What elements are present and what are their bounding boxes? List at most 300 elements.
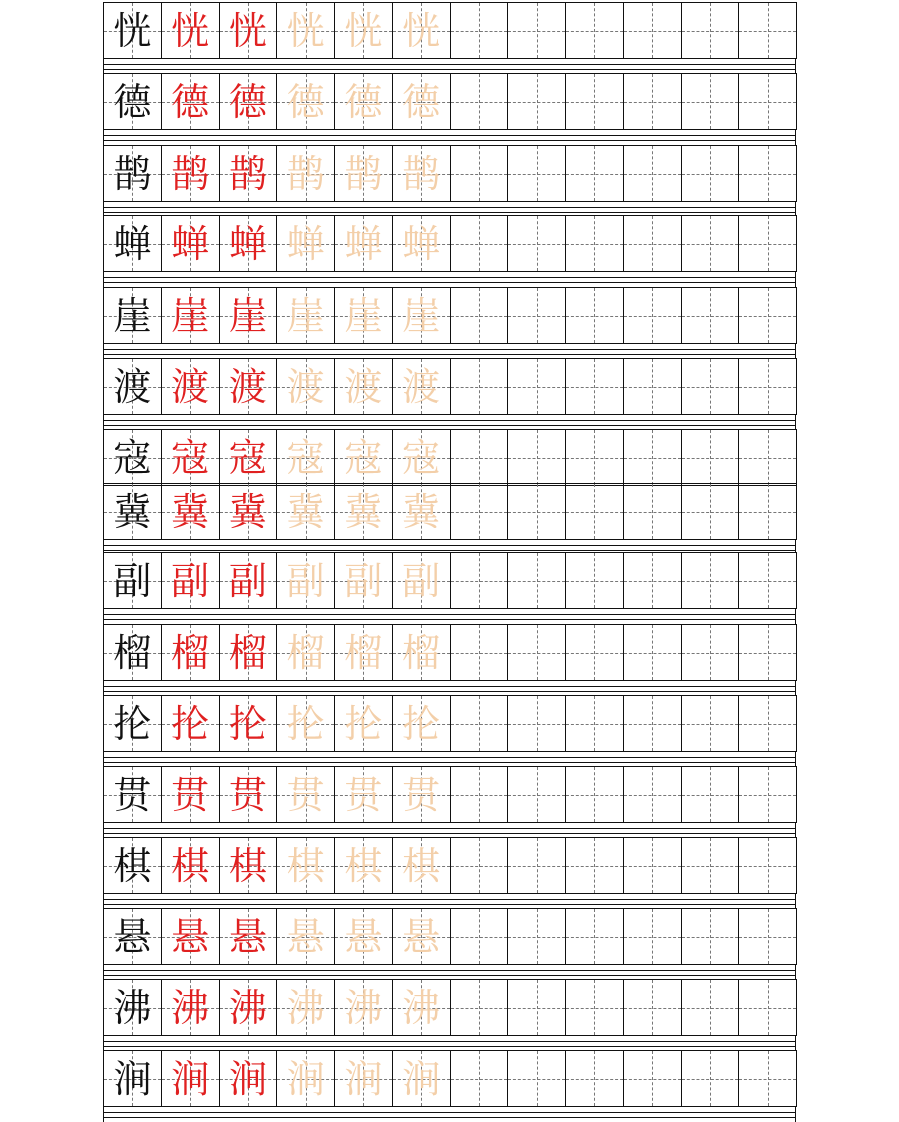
empty-cell	[738, 1050, 797, 1107]
guide-vertical	[594, 838, 595, 893]
red-char: 渡	[171, 364, 210, 409]
guide-vertical	[652, 838, 653, 893]
trace-char: 抡	[286, 701, 325, 746]
guide-vertical	[479, 146, 480, 201]
empty-cell	[507, 695, 566, 752]
char-cell	[219, 552, 278, 609]
char-cell	[334, 979, 393, 1036]
empty-cell	[681, 145, 740, 202]
empty-cell	[681, 483, 740, 540]
row-separator	[103, 202, 796, 215]
char-cell	[219, 287, 278, 344]
guide-vertical	[594, 74, 595, 129]
red-char: 蝉	[228, 221, 267, 266]
guide-vertical	[479, 553, 480, 608]
empty-cell	[623, 908, 682, 965]
row-separator	[103, 965, 796, 979]
guide-vertical	[652, 484, 653, 539]
guide-vertical	[537, 288, 538, 343]
row-separator	[103, 1107, 796, 1122]
char-cell	[334, 358, 393, 415]
empty-cell	[565, 358, 624, 415]
char-cell	[334, 766, 393, 823]
char-cell	[392, 215, 451, 272]
char-cell	[392, 979, 451, 1036]
char-cell	[103, 429, 162, 486]
char-cell	[276, 979, 335, 1036]
guide-vertical	[768, 484, 769, 539]
char-cell	[334, 215, 393, 272]
empty-cell	[623, 287, 682, 344]
trace-char: 冀	[402, 489, 441, 534]
empty-cell	[623, 766, 682, 823]
char-cell	[334, 695, 393, 752]
practice-row	[103, 837, 796, 894]
red-char: 寇	[171, 435, 210, 480]
char-cell	[334, 483, 393, 540]
empty-cell	[507, 483, 566, 540]
trace-char: 沸	[402, 985, 441, 1030]
guide-vertical	[652, 146, 653, 201]
char-cell	[161, 837, 220, 894]
trace-char: 德	[402, 79, 441, 124]
guide-vertical	[594, 484, 595, 539]
trace-char: 副	[344, 558, 383, 603]
trace-char: 涧	[286, 1056, 325, 1101]
trace-char: 贯	[286, 772, 325, 817]
trace-char: 沸	[344, 985, 383, 1030]
guide-vertical	[537, 625, 538, 680]
empty-cell	[738, 695, 797, 752]
practice-row	[103, 552, 796, 609]
row-separator	[103, 59, 796, 73]
trace-char: 冀	[286, 489, 325, 534]
empty-cell	[507, 979, 566, 1036]
guide-vertical	[479, 3, 480, 58]
char-cell	[392, 552, 451, 609]
trace-char: 崖	[344, 293, 383, 338]
char-cell	[161, 215, 220, 272]
red-char: 寇	[228, 435, 267, 480]
empty-cell	[738, 73, 797, 130]
trace-char: 涧	[344, 1056, 383, 1101]
empty-cell	[565, 73, 624, 130]
red-char: 抡	[228, 701, 267, 746]
guide-vertical	[537, 359, 538, 414]
char-cell	[392, 908, 451, 965]
guide-vertical	[652, 359, 653, 414]
model-char: 寇	[113, 435, 152, 480]
empty-cell	[738, 429, 797, 486]
char-cell	[276, 2, 335, 59]
guide-vertical	[594, 430, 595, 485]
char-cell	[103, 2, 162, 59]
trace-char: 寇	[402, 435, 441, 480]
model-char: 贯	[113, 772, 152, 817]
row-separator	[103, 752, 796, 766]
empty-cell	[738, 215, 797, 272]
guide-vertical	[537, 980, 538, 1035]
empty-cell	[681, 215, 740, 272]
trace-char: 鹊	[402, 151, 441, 196]
trace-char: 蝉	[402, 221, 441, 266]
empty-cell	[681, 429, 740, 486]
trace-char: 蝉	[286, 221, 325, 266]
guide-vertical	[652, 216, 653, 271]
char-cell	[103, 908, 162, 965]
guide-vertical	[479, 430, 480, 485]
empty-cell	[565, 287, 624, 344]
empty-cell	[450, 624, 509, 681]
char-cell	[103, 145, 162, 202]
empty-cell	[623, 695, 682, 752]
guide-vertical	[479, 484, 480, 539]
guide-vertical	[594, 625, 595, 680]
trace-char: 冀	[344, 489, 383, 534]
guide-vertical	[652, 74, 653, 129]
guide-vertical	[479, 980, 480, 1035]
guide-vertical	[710, 696, 711, 751]
guide-vertical	[768, 696, 769, 751]
row-separator	[103, 540, 796, 552]
empty-cell	[738, 624, 797, 681]
model-char: 沸	[113, 985, 152, 1030]
guide-vertical	[710, 74, 711, 129]
guide-vertical	[594, 767, 595, 822]
guide-vertical	[594, 3, 595, 58]
red-char: 冀	[171, 489, 210, 534]
char-cell	[276, 552, 335, 609]
guide-vertical	[710, 146, 711, 201]
trace-char: 榴	[344, 630, 383, 675]
guide-vertical	[768, 430, 769, 485]
empty-cell	[507, 766, 566, 823]
practice-row	[103, 766, 796, 823]
empty-cell	[681, 73, 740, 130]
model-char: 德	[113, 79, 152, 124]
red-char: 榴	[171, 630, 210, 675]
practice-row	[103, 358, 796, 415]
guide-vertical	[537, 696, 538, 751]
trace-char: 抡	[344, 701, 383, 746]
model-char: 榴	[113, 630, 152, 675]
red-char: 棋	[228, 843, 267, 888]
char-cell	[392, 766, 451, 823]
guide-vertical	[537, 767, 538, 822]
empty-cell	[681, 695, 740, 752]
red-char: 鹊	[171, 151, 210, 196]
empty-cell	[738, 2, 797, 59]
guide-vertical	[537, 216, 538, 271]
guide-vertical	[710, 359, 711, 414]
empty-cell	[623, 215, 682, 272]
empty-cell	[507, 429, 566, 486]
char-cell	[276, 287, 335, 344]
guide-vertical	[537, 838, 538, 893]
char-cell	[219, 695, 278, 752]
empty-cell	[565, 215, 624, 272]
practice-row	[103, 287, 796, 344]
char-cell	[276, 1050, 335, 1107]
empty-cell	[507, 145, 566, 202]
red-char: 涧	[228, 1056, 267, 1101]
red-char: 贯	[228, 772, 267, 817]
empty-cell	[681, 552, 740, 609]
red-char: 崖	[171, 293, 210, 338]
char-cell	[161, 1050, 220, 1107]
row-separator	[103, 823, 796, 837]
guide-vertical	[768, 359, 769, 414]
empty-cell	[565, 695, 624, 752]
char-cell	[392, 287, 451, 344]
char-cell	[276, 215, 335, 272]
guide-vertical	[594, 216, 595, 271]
empty-cell	[738, 552, 797, 609]
guide-vertical	[768, 625, 769, 680]
guide-vertical	[479, 909, 480, 964]
char-cell	[392, 73, 451, 130]
char-cell	[334, 429, 393, 486]
guide-vertical	[710, 980, 711, 1035]
red-char: 抡	[171, 701, 210, 746]
empty-cell	[681, 2, 740, 59]
char-cell	[219, 429, 278, 486]
trace-char: 悬	[344, 914, 383, 959]
guide-vertical	[479, 767, 480, 822]
char-cell	[392, 695, 451, 752]
guide-vertical	[710, 625, 711, 680]
empty-cell	[565, 766, 624, 823]
empty-cell	[450, 483, 509, 540]
char-cell	[392, 429, 451, 486]
guide-vertical	[479, 359, 480, 414]
row-separator	[103, 344, 796, 358]
char-cell	[103, 766, 162, 823]
red-char: 悬	[171, 914, 210, 959]
row-separator	[103, 894, 796, 908]
empty-cell	[565, 2, 624, 59]
char-cell	[392, 483, 451, 540]
model-char: 崖	[113, 293, 152, 338]
char-cell	[219, 483, 278, 540]
guide-vertical	[768, 216, 769, 271]
guide-vertical	[710, 767, 711, 822]
char-cell	[219, 215, 278, 272]
trace-char: 副	[402, 558, 441, 603]
char-cell	[103, 73, 162, 130]
model-char: 棋	[113, 843, 152, 888]
trace-char: 崖	[286, 293, 325, 338]
empty-cell	[738, 766, 797, 823]
char-cell	[103, 358, 162, 415]
red-char: 恍	[171, 8, 210, 53]
char-cell	[334, 908, 393, 965]
char-cell	[161, 979, 220, 1036]
empty-cell	[681, 908, 740, 965]
guide-vertical	[710, 909, 711, 964]
empty-cell	[738, 483, 797, 540]
empty-cell	[681, 624, 740, 681]
char-cell	[334, 145, 393, 202]
guide-vertical	[652, 980, 653, 1035]
guide-vertical	[594, 146, 595, 201]
empty-cell	[738, 358, 797, 415]
guide-vertical	[594, 1051, 595, 1106]
empty-cell	[507, 215, 566, 272]
char-cell	[161, 287, 220, 344]
guide-vertical	[537, 484, 538, 539]
char-cell	[219, 766, 278, 823]
guide-vertical	[537, 3, 538, 58]
guide-vertical	[652, 430, 653, 485]
char-cell	[334, 73, 393, 130]
empty-cell	[623, 979, 682, 1036]
char-cell	[161, 358, 220, 415]
guide-vertical	[479, 696, 480, 751]
char-cell	[276, 73, 335, 130]
red-char: 副	[171, 558, 210, 603]
empty-cell	[738, 908, 797, 965]
guide-vertical	[768, 74, 769, 129]
guide-vertical	[479, 288, 480, 343]
trace-char: 涧	[402, 1056, 441, 1101]
char-cell	[103, 624, 162, 681]
char-cell	[219, 145, 278, 202]
red-char: 德	[228, 79, 267, 124]
guide-vertical	[652, 288, 653, 343]
trace-char: 悬	[402, 914, 441, 959]
practice-row	[103, 145, 796, 202]
empty-cell	[450, 429, 509, 486]
empty-cell	[565, 979, 624, 1036]
empty-cell	[507, 1050, 566, 1107]
model-char: 涧	[113, 1056, 152, 1101]
guide-vertical	[652, 553, 653, 608]
char-cell	[392, 145, 451, 202]
practice-row	[103, 483, 796, 540]
trace-char: 沸	[286, 985, 325, 1030]
red-char: 鹊	[228, 151, 267, 196]
red-char: 沸	[228, 985, 267, 1030]
empty-cell	[623, 837, 682, 894]
trace-char: 鹊	[286, 151, 325, 196]
guide-vertical	[537, 553, 538, 608]
guide-vertical	[537, 1051, 538, 1106]
red-char: 悬	[228, 914, 267, 959]
trace-char: 德	[344, 79, 383, 124]
char-cell	[392, 1050, 451, 1107]
empty-cell	[507, 73, 566, 130]
empty-cell	[623, 1050, 682, 1107]
row-separator	[103, 1036, 796, 1050]
guide-vertical	[710, 484, 711, 539]
guide-vertical	[652, 1051, 653, 1106]
trace-char: 贯	[344, 772, 383, 817]
empty-cell	[450, 766, 509, 823]
char-cell	[276, 624, 335, 681]
char-cell	[334, 1050, 393, 1107]
char-cell	[103, 483, 162, 540]
guide-vertical	[594, 909, 595, 964]
guide-vertical	[594, 359, 595, 414]
char-cell	[103, 552, 162, 609]
guide-vertical	[710, 553, 711, 608]
model-char: 抡	[113, 701, 152, 746]
empty-cell	[450, 552, 509, 609]
guide-vertical	[652, 767, 653, 822]
char-cell	[161, 483, 220, 540]
guide-vertical	[652, 3, 653, 58]
guide-vertical	[768, 146, 769, 201]
empty-cell	[681, 358, 740, 415]
empty-cell	[450, 358, 509, 415]
trace-char: 悬	[286, 914, 325, 959]
guide-vertical	[594, 553, 595, 608]
guide-vertical	[768, 1051, 769, 1106]
char-cell	[276, 483, 335, 540]
char-cell	[276, 766, 335, 823]
row-separator	[103, 272, 796, 287]
char-cell	[161, 2, 220, 59]
trace-char: 恍	[402, 8, 441, 53]
empty-cell	[623, 358, 682, 415]
empty-cell	[738, 837, 797, 894]
char-cell	[161, 908, 220, 965]
char-cell	[219, 624, 278, 681]
char-cell	[334, 552, 393, 609]
empty-cell	[681, 287, 740, 344]
empty-cell	[507, 552, 566, 609]
char-cell	[161, 429, 220, 486]
char-cell	[334, 2, 393, 59]
guide-vertical	[594, 696, 595, 751]
empty-cell	[507, 908, 566, 965]
trace-char: 寇	[344, 435, 383, 480]
empty-cell	[450, 73, 509, 130]
red-char: 蝉	[171, 221, 210, 266]
row-separator	[103, 609, 796, 624]
empty-cell	[623, 429, 682, 486]
red-char: 崖	[228, 293, 267, 338]
trace-char: 副	[286, 558, 325, 603]
guide-vertical	[710, 288, 711, 343]
practice-row	[103, 979, 796, 1036]
empty-cell	[565, 1050, 624, 1107]
practice-row	[103, 73, 796, 130]
char-cell	[219, 1050, 278, 1107]
trace-char: 榴	[286, 630, 325, 675]
empty-cell	[450, 2, 509, 59]
practice-row	[103, 908, 796, 965]
red-char: 恍	[228, 8, 267, 53]
guide-vertical	[710, 838, 711, 893]
char-cell	[103, 979, 162, 1036]
guide-vertical	[537, 430, 538, 485]
char-cell	[103, 695, 162, 752]
guide-vertical	[479, 838, 480, 893]
empty-cell	[450, 287, 509, 344]
empty-cell	[450, 1050, 509, 1107]
char-cell	[276, 695, 335, 752]
empty-cell	[623, 483, 682, 540]
trace-char: 棋	[286, 843, 325, 888]
red-char: 棋	[171, 843, 210, 888]
guide-vertical	[710, 1051, 711, 1106]
model-char: 悬	[113, 914, 152, 959]
red-char: 榴	[228, 630, 267, 675]
char-cell	[161, 73, 220, 130]
char-cell	[219, 358, 278, 415]
